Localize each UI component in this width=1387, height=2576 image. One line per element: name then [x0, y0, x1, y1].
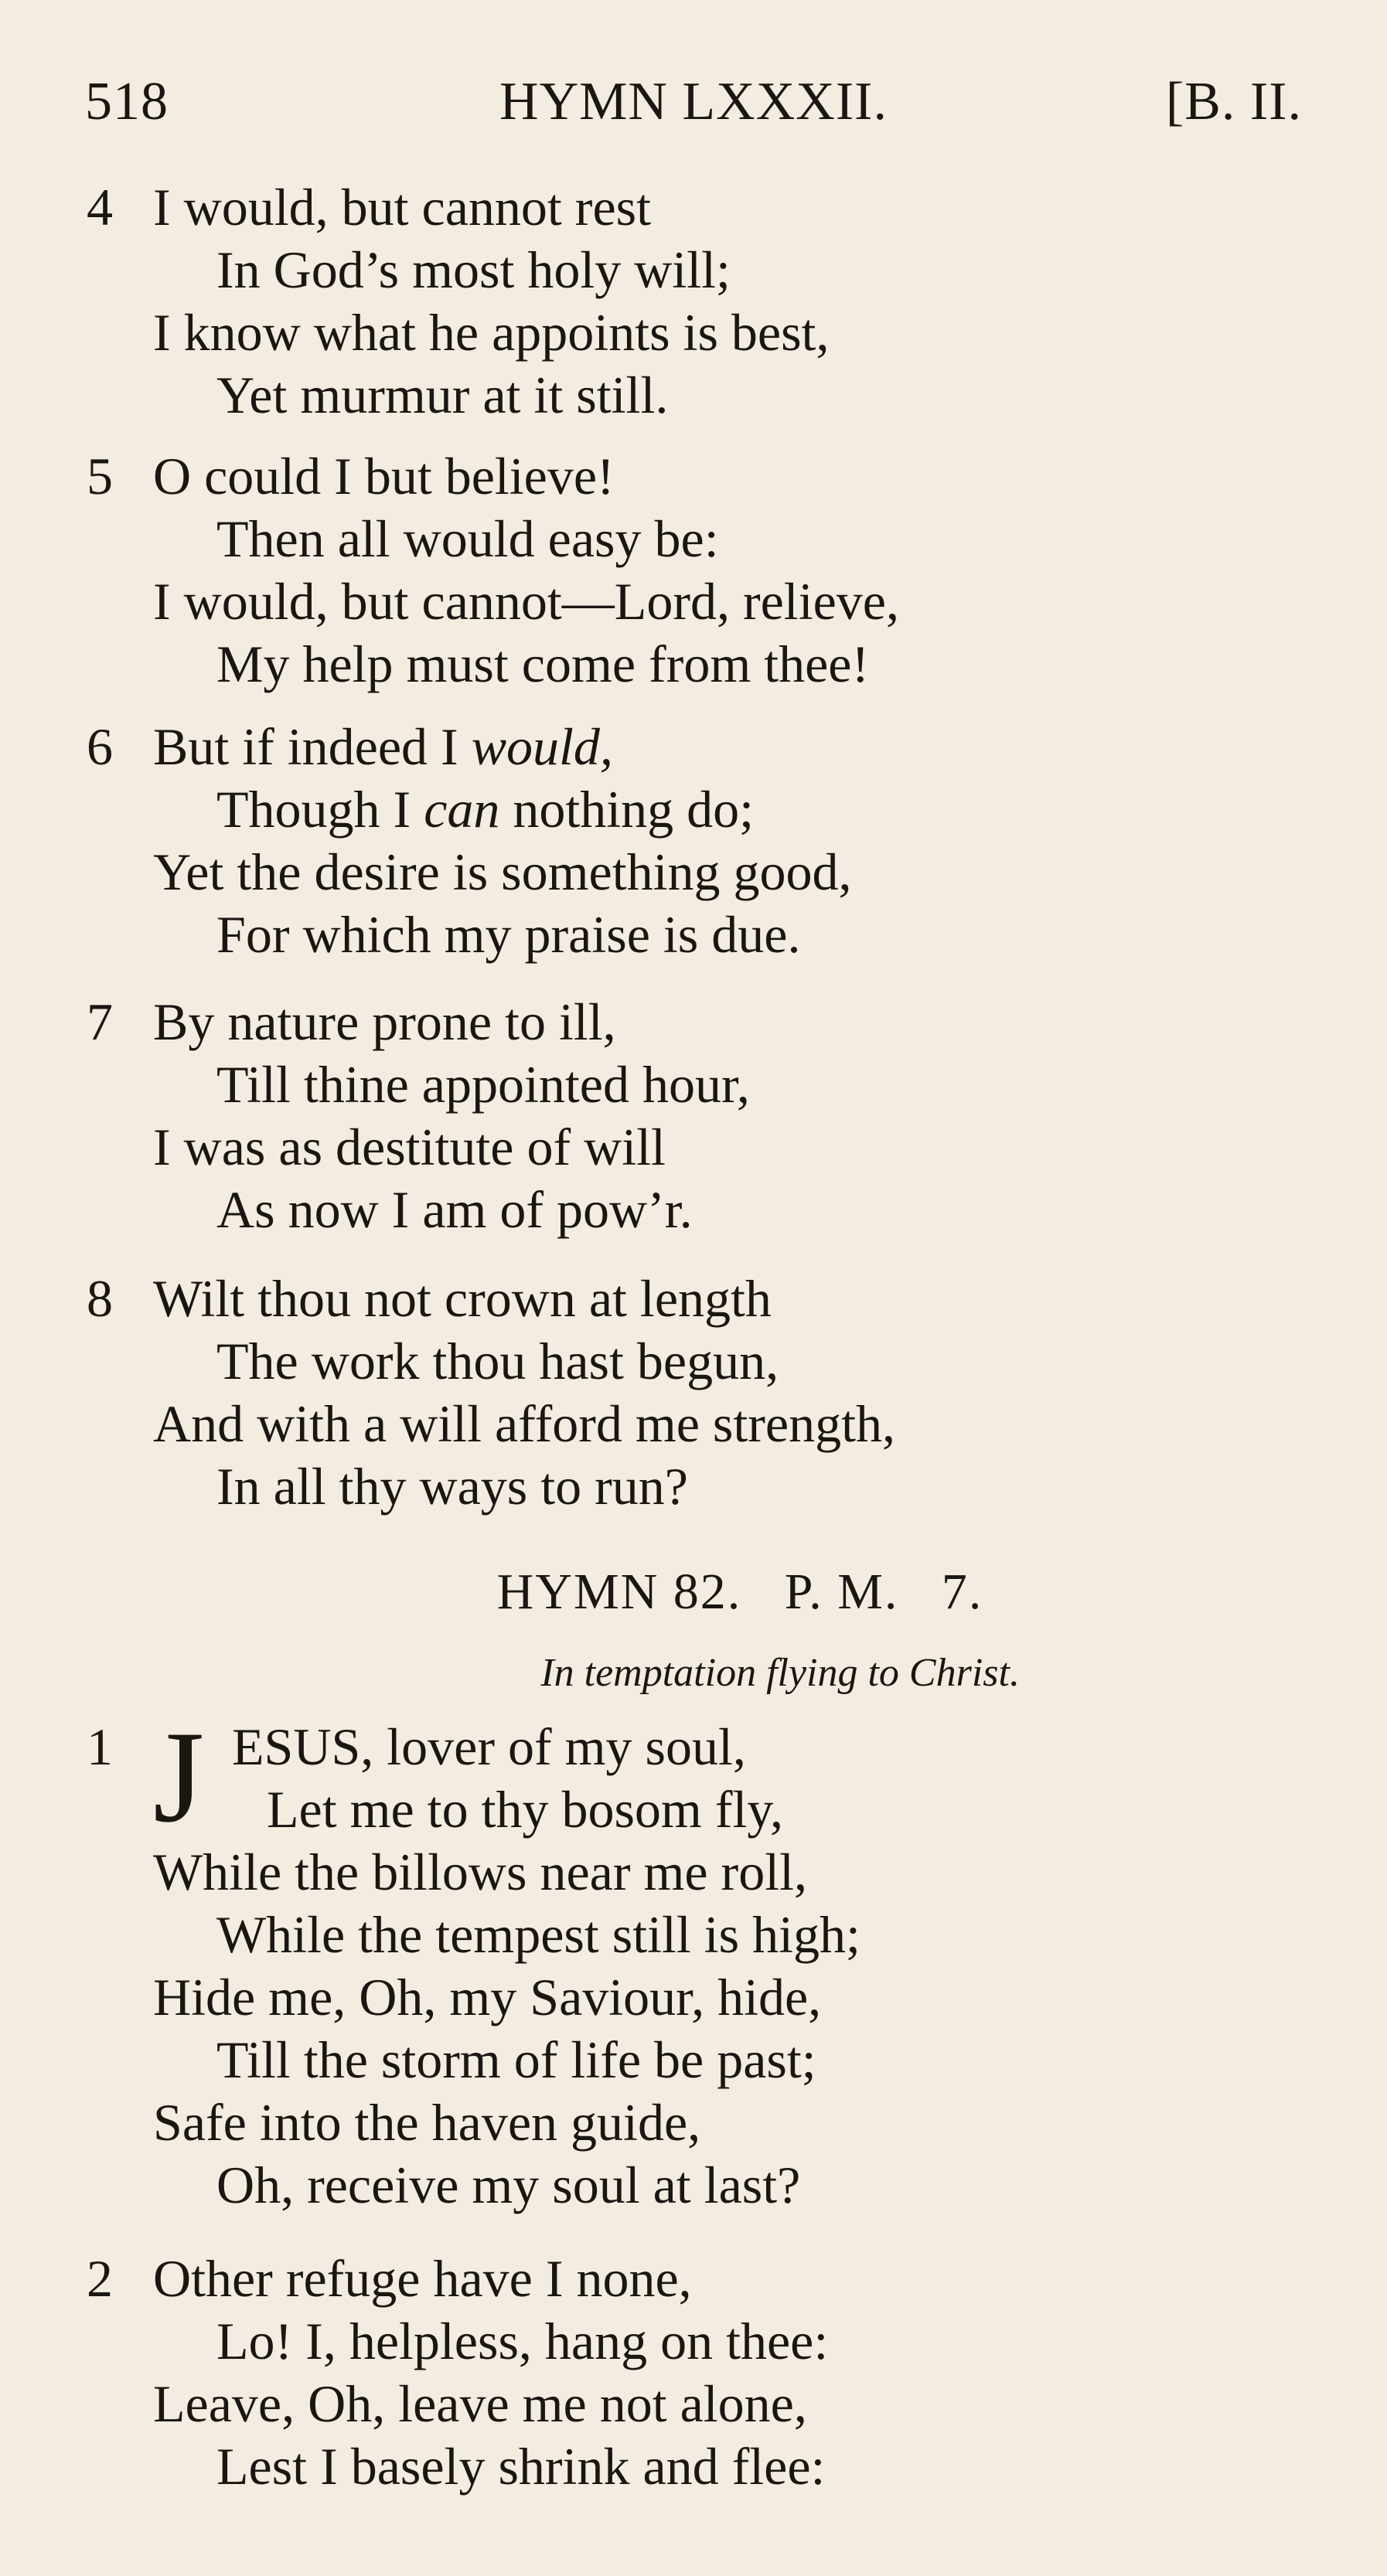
verse-line: Yet the desire is something good,: [153, 842, 852, 901]
stanza-number: 2: [87, 2249, 113, 2308]
verse-line: Till thine appointed hour,: [216, 1055, 750, 1114]
verse-line: Yet murmur at it still.: [216, 366, 669, 424]
verse-line: And with a will afford me strength,: [153, 1394, 896, 1453]
verse-line: I would, but cannot—Lord, relieve,: [153, 572, 899, 631]
verse-line: Though I can nothing do;: [216, 780, 755, 839]
verse-line: While the billows near me roll,: [153, 1843, 807, 1901]
verse-line: While the tempest still is high;: [216, 1905, 860, 1964]
verse-line: Then all would easy be:: [216, 509, 719, 568]
verse-line: But if indeed I would,: [153, 717, 613, 776]
verse-line: In God’s most holy will;: [216, 240, 731, 299]
stanza-number: 7: [87, 992, 113, 1051]
verse-line: Lest I basely shrink and flee:: [216, 2437, 826, 2496]
page-header: [85, 71, 1302, 141]
stanza-number: 8: [87, 1269, 113, 1328]
verse-line: Lo! I, helpless, hang on thee:: [216, 2312, 829, 2370]
verse-line: Wilt thou not crown at length: [153, 1269, 772, 1328]
verse-line: Let me to thy bosom fly,: [267, 1780, 783, 1839]
verse-line: Till the storm of life be past;: [216, 2030, 816, 2089]
verse-line: I know what he appoints is best,: [153, 303, 830, 362]
drop-cap: J: [153, 1704, 205, 1849]
stanza-number: 5: [87, 447, 113, 505]
book-reference: [B. II.: [1165, 72, 1302, 131]
verse-line: As now I am of pow’r.: [216, 1180, 693, 1239]
verse-line: Leave, Oh, leave me not alone,: [153, 2374, 807, 2433]
page-number: 518: [85, 72, 169, 131]
stanza-number: 1: [87, 1717, 113, 1776]
stanza-number: 6: [87, 717, 113, 776]
verse-line: My help must come from thee!: [216, 635, 870, 693]
stanza-number: 4: [87, 178, 113, 237]
verse-line: O could I but believe!: [153, 447, 615, 505]
verse-line: ESUS, lover of my soul,: [232, 1717, 746, 1776]
verse-line: Oh, receive my soul at last?: [216, 2156, 801, 2214]
verse-line: Safe into the haven guide,: [153, 2093, 701, 2152]
verse-line: By nature prone to ill,: [153, 992, 616, 1051]
verse-line: I was as destitute of will: [153, 1118, 666, 1176]
verse-line: For which my praise is due.: [216, 905, 801, 964]
verse-line: The work thou hast begun,: [216, 1332, 779, 1390]
running-title: HYMN LXXXII.: [499, 72, 888, 131]
verse-line: In all thy ways to run?: [216, 1457, 688, 1516]
hymn-subtitle: In temptation flying to Christ.: [540, 1651, 1020, 1695]
verse-line: I would, but cannot rest: [153, 178, 651, 237]
verse-line: Other refuge have I none,: [153, 2249, 692, 2308]
verse-line: Hide me, Oh, my Saviour, hide,: [153, 1968, 822, 2026]
hymn-heading: HYMN 82. P. M. 7.: [496, 1564, 983, 1620]
